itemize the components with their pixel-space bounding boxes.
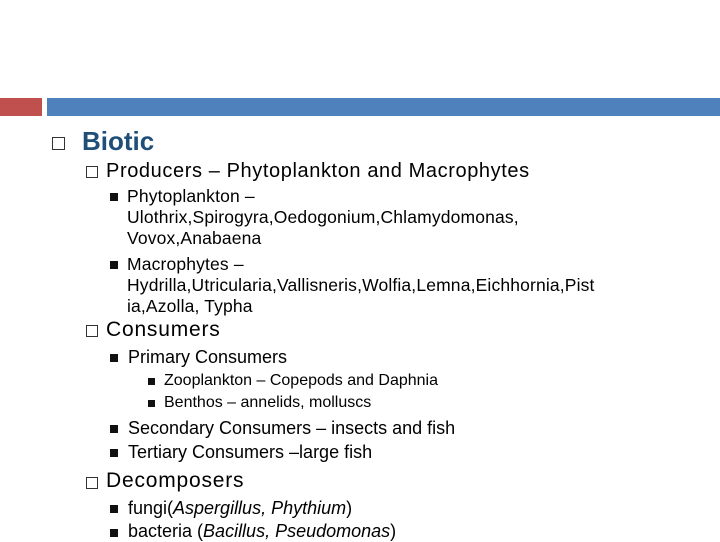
- secondary-consumers: Secondary Consumers – insects and fish: [128, 418, 456, 438]
- producers-label: Producers: [106, 160, 203, 182]
- producers-heading: [106, 160, 530, 183]
- box-bullet-icon: [52, 137, 65, 150]
- bacteria-suffix: ): [390, 521, 397, 541]
- benthos-item: Benthos – annelids, molluscs: [164, 394, 372, 411]
- zooplankton-item: Zooplankton – Copepods and Daphnia: [164, 372, 438, 389]
- item-line: Vovox,Anabaena: [127, 228, 262, 248]
- square-bullet-icon: [148, 378, 155, 385]
- producers-desc: – Phytoplankton and Macrophytes: [202, 160, 530, 182]
- box-bullet-icon: [86, 325, 98, 337]
- fungi-names: Aspergillus, Phythium: [173, 498, 347, 518]
- macrophytes-item: [127, 254, 595, 317]
- tertiary-consumers: Tertiary Consumers –large fish: [128, 442, 373, 462]
- slide-heading: Biotic: [82, 126, 155, 156]
- fungi-prefix: fungi(: [128, 498, 174, 518]
- accent-bar-blue: [47, 98, 720, 116]
- fungi-suffix: ): [346, 498, 353, 518]
- consumers-heading: Consumers: [106, 318, 221, 341]
- square-bullet-icon: [110, 529, 118, 537]
- square-bullet-icon: [110, 449, 118, 457]
- item-line: Phytoplankton –: [127, 186, 255, 206]
- primary-consumers: Primary Consumers: [128, 347, 288, 367]
- item-line: Hydrilla,Utricularia,Vallisneris,Wolfia,Lemna,Eichhornia,Pist: [127, 275, 595, 295]
- item-line: Macrophytes –: [127, 254, 244, 274]
- decomposers-heading: Decomposers: [106, 469, 245, 492]
- item-line: ia,Azolla, Typha: [127, 296, 253, 316]
- square-bullet-icon: [110, 505, 118, 513]
- accent-bar-red: [0, 98, 42, 116]
- square-bullet-icon: [110, 354, 118, 362]
- bacteria-prefix: bacteria (: [128, 521, 204, 541]
- box-bullet-icon: [86, 166, 98, 178]
- box-bullet-icon: [86, 477, 98, 489]
- phytoplankton-item: [127, 186, 519, 249]
- square-bullet-icon: [110, 425, 118, 433]
- item-line: Ulothrix,Spirogyra,Oedogonium,Chlamydomonas,: [127, 207, 519, 227]
- square-bullet-icon: [110, 193, 118, 201]
- square-bullet-icon: [148, 400, 155, 407]
- square-bullet-icon: [110, 261, 118, 269]
- fungi-item: [128, 498, 352, 519]
- bacteria-item: [128, 521, 396, 542]
- bacteria-names: Bacillus, Pseudomonas: [203, 521, 391, 541]
